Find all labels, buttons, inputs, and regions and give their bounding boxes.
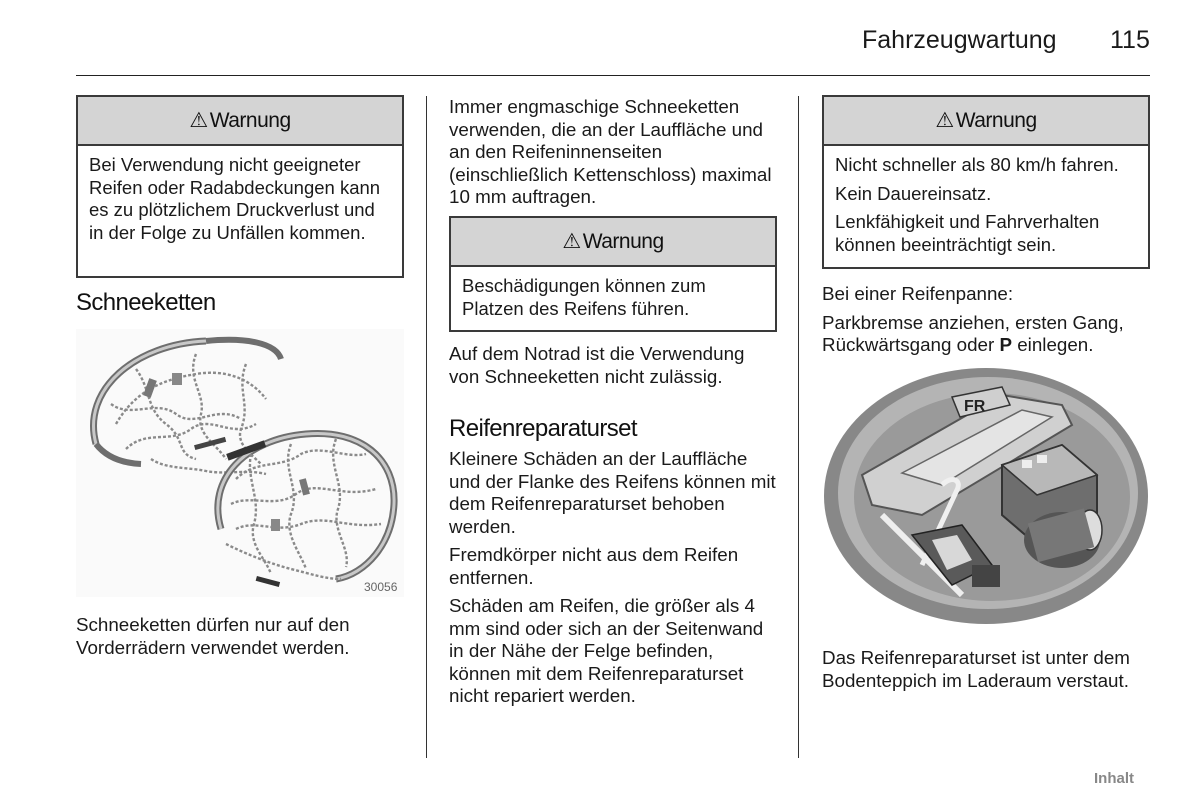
warning-paragraph: Beschädigungen können zum Platzen des Reifens führen.: [462, 275, 706, 319]
warning-line: Lenkfähigkeit und Fahrverhalten können beeinträchtigt sein.: [835, 211, 1100, 255]
column-divider-left: [426, 96, 427, 758]
warning-box-tires: [76, 95, 404, 278]
caption-reparaturset: [822, 647, 1152, 698]
warning-box-speed: [822, 95, 1150, 269]
warning-triangle-icon: ⚠: [562, 230, 581, 253]
warning-box-burst: [449, 216, 777, 332]
caption-schneeketten: [76, 614, 406, 665]
warning-header: [824, 97, 1148, 146]
notrad-paragraph: [449, 343, 779, 394]
caption-text: Das Reifenreparaturset ist unter dem Bodenteppich im Laderaum verstaut.: [822, 647, 1130, 691]
snow-chains-illustration: [76, 329, 404, 597]
warning-triangle-icon: ⚠: [189, 109, 208, 132]
caption-text: Schneeketten dürfen nur auf den Vorderrädern verwendet werden.: [76, 614, 350, 658]
warning-text: [78, 146, 402, 252]
warning-title: Warnung: [955, 108, 1037, 132]
page-number: 115: [1110, 26, 1150, 54]
repair-paragraph-1: Kleinere Schäden an der Lauffläche und der Flanke des Reifens können mit dem Reifenreparaturset behoben werden.: [449, 448, 776, 537]
instruction-suffix: einlegen.: [1012, 334, 1094, 355]
warning-triangle-icon: ⚠: [935, 109, 954, 132]
heading-schneeketten: Schneeketten: [76, 289, 216, 316]
chapter-title: Fahrzeugwartung: [862, 26, 1057, 54]
warning-title: Warnung: [582, 229, 664, 253]
warning-paragraph: Bei Verwendung nicht geeigneter Reifen oder Radabdeckungen kann es zu plötzlichem Druckverlust und in der Folge zu Unfällen kommen.: [89, 154, 381, 243]
warning-text: [824, 146, 1148, 264]
notrad-text: Auf dem Notrad ist die Verwendung von Schneeketten nicht zulässig.: [449, 343, 745, 387]
panne-paragraphs: [822, 283, 1152, 363]
intro-paragraph: [449, 96, 781, 215]
header-rule: [76, 75, 1150, 76]
panne-text: Bei einer Reifenpanne:: [822, 283, 1014, 304]
warning-header: [78, 97, 402, 146]
warning-line: Nicht schneller als 80 km/h fahren.: [835, 154, 1119, 175]
footer-link-inhalt[interactable]: Inhalt: [1094, 770, 1134, 787]
snow-chains-drawing: [76, 329, 404, 597]
gear-p-label: P: [999, 334, 1012, 355]
column-divider-right: [798, 96, 799, 758]
fr-label: FR: [964, 398, 986, 415]
repair-paragraph-2: Fremdkörper nicht aus dem Reifen entfernen.: [449, 544, 739, 588]
repair-kit-drawing: [822, 365, 1150, 627]
heading-reifenreparaturset: Reifenreparaturset: [449, 415, 637, 442]
intro-text: Immer engmaschige Schneeketten verwenden, die an der Lauffläche und an den Reifeninnenseiten (einschließlich Kettenschloss) maximal 10 mm auftragen.: [449, 96, 772, 207]
instruction-text: [822, 312, 1152, 357]
warning-title: Warnung: [209, 108, 291, 132]
repair-paragraph-3: Schäden am Reifen, die größer als 4 mm sind oder sich an der Seitenwand in der Nähe der Felge befinden, können mit dem Reifenreparaturset nicht repariert werden.: [449, 595, 764, 706]
instruction-prefix: Parkbremse anziehen, ersten Gang, Rückwärtsgang oder: [822, 311, 1124, 355]
figure-number: 30056: [364, 580, 398, 594]
warning-text: [451, 267, 775, 328]
warning-line: Kein Dauereinsatz.: [835, 182, 992, 204]
repair-paragraphs: [449, 448, 779, 714]
repair-kit-illustration: [822, 365, 1150, 627]
warning-header: [451, 218, 775, 267]
